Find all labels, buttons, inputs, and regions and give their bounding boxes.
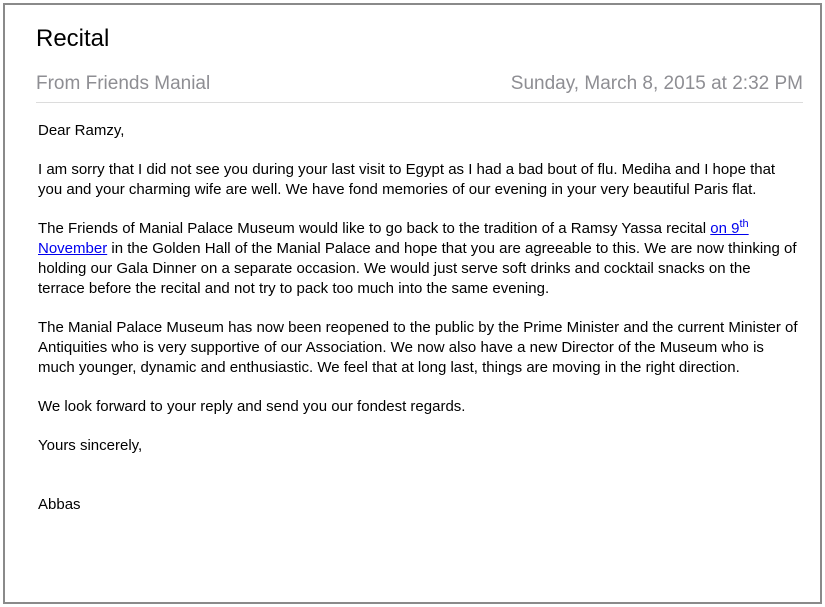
email-message-view: [3, 3, 822, 604]
body-paragraph-3: The Manial Palace Museum has now been reopened to the public by the Prime Minister and the current Minister of Antiquities who is very supportive of our Association. We now also have a new Director of the Museum who is much younger, dynamic and enthusiastic. We feel that at long last, things are moving in the right direction.: [38, 319, 798, 376]
closing: Yours sincerely,: [38, 437, 143, 454]
paragraph-2-text-end: in the Golden Hall of the Manial Palace and hope that you are agreeable to this. We are now thinking of holding our Gala Dinner on a separate occasion. We would just serve soft drinks and cocktail snacks on the terrace before the recital and not try to pack too much into the same evening.: [38, 240, 797, 297]
signature: Abbas: [38, 496, 81, 513]
date-link-month: November: [38, 240, 108, 257]
email-header: [36, 72, 803, 96]
email-sender[interactable]: From Friends Manial: [36, 73, 211, 94]
date-link-day: on 9: [710, 220, 740, 237]
body-paragraph-2: [38, 219, 798, 299]
greeting: Dear Ramzy,: [38, 122, 125, 139]
email-date: Sunday, March 8, 2015 at 2:32 PM: [510, 73, 803, 94]
body-paragraph-4: We look forward to your reply and send you our fondest regards.: [38, 398, 466, 415]
email-subject: Recital: [36, 25, 110, 52]
header-divider: [36, 102, 803, 103]
paragraph-2-text-start: The Friends of Manial Palace Museum would like to go back to the tradition of a Ramsy Yassa recital: [38, 220, 711, 237]
email-body: [38, 121, 798, 515]
date-link-ordinal: th: [739, 218, 749, 230]
body-paragraph-1: I am sorry that I did not see you during your last visit to Egypt as I had a bad bout of flu. Mediha and I hope that you and your charming wife are well. We have fond memories of our evening in your very beautiful Paris flat.: [38, 161, 776, 198]
